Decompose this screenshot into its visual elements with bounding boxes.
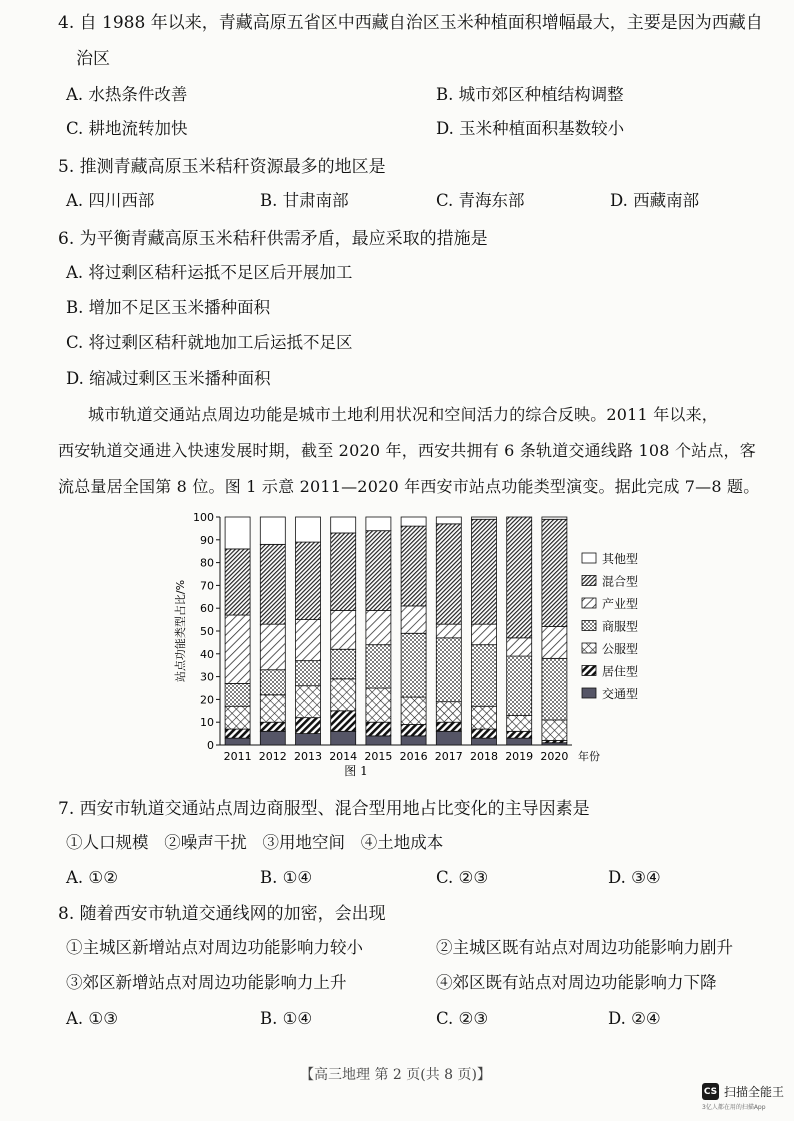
x-axis-label: 年份 xyxy=(578,750,600,763)
bar-segment-其他型 xyxy=(260,517,285,544)
bar-segment-其他型 xyxy=(331,517,356,533)
bar-segment-公服型 xyxy=(507,715,532,731)
legend-swatch-其他型 xyxy=(582,553,596,563)
passage-line3: 流总量居全国第 8 位。图 1 示意 2011—2020 年西安市站点功能类型演变。据此完成 7—8 题。 xyxy=(58,477,760,496)
legend-label-居住型: 居住型 xyxy=(602,664,639,679)
x-tick-label: 2017 xyxy=(434,750,463,763)
bar-segment-交通型 xyxy=(331,731,356,745)
figure-caption: 图 1 xyxy=(344,764,368,778)
q4-stem-line1: 4. 自 1988 年以来，青藏高原五省区中西藏自治区玉米种植面积增幅最大，主要是因为西藏自 xyxy=(58,13,763,33)
bar-segment-公服型 xyxy=(260,695,285,722)
bar-segment-其他型 xyxy=(366,517,391,531)
x-tick-label: 2019 xyxy=(505,750,534,763)
y-tick-label: 20 xyxy=(200,693,214,707)
q8-item-1: ①主城区新增站点对周边功能影响力较小 xyxy=(66,938,363,957)
bar-segment-交通型 xyxy=(507,738,532,745)
legend-swatch-混合型 xyxy=(582,576,596,586)
legend-swatch-公服型 xyxy=(582,643,596,653)
q5-stem: 5. 推测青藏高原玉米秸秆资源最多的地区是 xyxy=(58,157,386,177)
y-tick-label: 80 xyxy=(200,556,214,570)
bar-segment-混合型 xyxy=(436,524,461,624)
q6-option-d: D. 缩减过剩区玉米播种面积 xyxy=(66,369,271,388)
bar-segment-交通型 xyxy=(296,734,321,745)
bar-segment-居住型 xyxy=(401,724,426,735)
x-tick-label: 2016 xyxy=(399,750,428,763)
q8-item-4: ④郊区既有站点对周边功能影响力下降 xyxy=(436,973,717,992)
passage-line2: 西安轨道交通进入快速发展时期，截至 2020 年，西安共拥有 6 条轨道交通线路 108 个站点，客 xyxy=(58,441,756,460)
bar-segment-混合型 xyxy=(401,526,426,606)
legend-swatch-商服型 xyxy=(582,621,596,631)
y-tick-label: 100 xyxy=(193,511,214,524)
stacked-bar-chart xyxy=(160,505,680,780)
bar-segment-产业型 xyxy=(472,624,497,645)
bar-segment-其他型 xyxy=(436,517,461,524)
bar-segment-公服型 xyxy=(436,702,461,723)
bar-segment-居住型 xyxy=(296,718,321,734)
q8-option-c: C. ②③ xyxy=(436,1009,489,1028)
bar-segment-公服型 xyxy=(542,720,567,741)
bar-segment-混合型 xyxy=(472,519,497,624)
bar-segment-混合型 xyxy=(507,517,532,638)
q6-stem: 6. 为平衡青藏高原玉米秸秆供需矛盾，最应采取的措施是 xyxy=(58,229,488,249)
x-tick-label: 2012 xyxy=(258,750,287,763)
bar-segment-公服型 xyxy=(401,697,426,724)
y-tick-label: 90 xyxy=(200,533,214,547)
bar-segment-公服型 xyxy=(225,706,250,729)
bar-segment-交通型 xyxy=(472,738,497,745)
y-tick-label: 60 xyxy=(200,602,214,616)
q8-stem: 8. 随着西安市轨道交通线网的加密，会出现 xyxy=(58,904,386,924)
legend-label-商服型: 商服型 xyxy=(602,619,639,634)
q7-items: ①人口规模 ②噪声干扰 ③用地空间 ④土地成本 xyxy=(66,833,444,852)
y-tick-label: 40 xyxy=(200,647,214,661)
y-tick-label: 50 xyxy=(200,625,214,638)
bar-segment-产业型 xyxy=(436,624,461,638)
bar-segment-其他型 xyxy=(225,517,250,549)
bar-segment-产业型 xyxy=(331,610,356,649)
bar-segment-混合型 xyxy=(260,544,285,624)
q4-option-a: A. 水热条件改善 xyxy=(66,85,188,104)
legend-swatch-产业型 xyxy=(582,598,596,608)
x-tick-label: 2013 xyxy=(294,750,322,763)
q5-option-b: B. 甘肃南部 xyxy=(260,191,349,210)
legend-label-产业型: 产业型 xyxy=(602,597,639,611)
bar-segment-交通型 xyxy=(225,738,250,745)
bar-segment-混合型 xyxy=(296,542,321,620)
bar-segment-其他型 xyxy=(401,517,426,526)
bar-segment-产业型 xyxy=(366,610,391,644)
passage-line1: 城市轨道交通站点周边功能是城市土地利用状况和空间活力的综合反映。2011 年以来， xyxy=(88,405,719,424)
bar-segment-其他型 xyxy=(542,517,567,519)
legend-label-交通型: 交通型 xyxy=(602,687,639,701)
bar-segment-商服型 xyxy=(366,645,391,688)
page-footer: 【高三地理 第 2 页(共 8 页)】 xyxy=(300,1067,491,1083)
legend-swatch-交通型 xyxy=(582,688,596,698)
bar-segment-商服型 xyxy=(401,633,426,697)
q4-option-c: C. 耕地流转加快 xyxy=(66,119,188,138)
q6-option-a: A. 将过剩区秸秆运抵不足区后开展加工 xyxy=(66,263,353,282)
q5-option-a: A. 四川西部 xyxy=(66,191,155,210)
q8-option-a: A. ①③ xyxy=(66,1009,118,1028)
bar-segment-居住型 xyxy=(436,722,461,731)
bar-segment-产业型 xyxy=(260,624,285,670)
camscanner-name: 扫描全能王 xyxy=(724,1085,785,1099)
legend-label-混合型: 混合型 xyxy=(602,574,639,589)
y-axis-label: 站点功能类型占比/% xyxy=(174,579,187,683)
q7-option-c: C. ②③ xyxy=(436,868,489,887)
q7-option-b: B. ①④ xyxy=(260,868,313,887)
q6-option-c: C. 将过剩区秸秆就地加工后运抵不足区 xyxy=(66,333,353,352)
legend-swatch-居住型 xyxy=(582,666,596,676)
q5-option-c: C. 青海东部 xyxy=(436,191,525,210)
q7-option-d: D. ③④ xyxy=(608,868,661,887)
q6-option-b: B. 增加不足区玉米播种面积 xyxy=(66,298,271,317)
camscanner-badge xyxy=(702,1083,784,1100)
bar-segment-产业型 xyxy=(296,620,321,661)
bar-segment-商服型 xyxy=(296,661,321,686)
y-tick-label: 10 xyxy=(200,716,214,730)
q8-option-b: B. ①④ xyxy=(260,1009,313,1028)
q4-option-b: B. 城市郊区种植结构调整 xyxy=(436,85,624,104)
bar-segment-居住型 xyxy=(331,711,356,732)
q8-item-2: ②主城区既有站点对周边功能影响力剧升 xyxy=(436,938,733,957)
y-tick-label: 0 xyxy=(207,739,214,752)
bar-segment-混合型 xyxy=(366,531,391,611)
bar-segment-其他型 xyxy=(472,517,497,519)
bar-segment-混合型 xyxy=(331,533,356,611)
q4-stem-line2: 治区 xyxy=(76,49,110,69)
q8-item-3: ③郊区新增站点对周边功能影响力上升 xyxy=(66,973,347,992)
bar-segment-产业型 xyxy=(507,638,532,656)
q7-option-a: A. ①② xyxy=(66,868,118,887)
bar-segment-产业型 xyxy=(401,606,426,633)
bar-segment-商服型 xyxy=(507,656,532,715)
bar-segment-商服型 xyxy=(472,645,497,707)
bar-segment-居住型 xyxy=(260,722,285,731)
bar-segment-商服型 xyxy=(331,649,356,679)
camscanner-tagline: 3亿人都在用的扫描App xyxy=(702,1104,766,1111)
bar-segment-其他型 xyxy=(296,517,321,542)
x-tick-label: 2014 xyxy=(329,750,358,763)
bar-segment-产业型 xyxy=(542,626,567,658)
bar-segment-混合型 xyxy=(542,519,567,626)
bar-segment-产业型 xyxy=(225,615,250,683)
legend-label-其他型: 其他型 xyxy=(602,552,639,566)
camscanner-logo-icon: CS xyxy=(702,1083,719,1100)
bar-segment-交通型 xyxy=(401,736,426,745)
legend-label-公服型: 公服型 xyxy=(602,642,639,656)
q7-stem: 7. 西安市轨道交通站点周边商服型、混合型用地占比变化的主导因素是 xyxy=(58,799,590,819)
bar-segment-交通型 xyxy=(366,736,391,745)
bar-segment-公服型 xyxy=(296,686,321,718)
bar-segment-交通型 xyxy=(260,731,285,745)
bar-segment-商服型 xyxy=(542,658,567,720)
bar-segment-混合型 xyxy=(225,549,250,615)
x-tick-label: 2011 xyxy=(223,750,252,763)
bar-segment-交通型 xyxy=(436,731,461,745)
bar-segment-商服型 xyxy=(260,670,285,695)
bar-segment-居住型 xyxy=(507,731,532,738)
bar-segment-商服型 xyxy=(436,638,461,702)
y-tick-label: 30 xyxy=(200,670,214,684)
q4-option-d: D. 玉米种植面积基数较小 xyxy=(436,119,625,138)
bar-segment-居住型 xyxy=(225,729,250,738)
bar-segment-居住型 xyxy=(472,729,497,738)
bar-segment-商服型 xyxy=(225,683,250,706)
bar-segment-公服型 xyxy=(331,679,356,711)
bar-segment-居住型 xyxy=(366,722,391,736)
bar-segment-公服型 xyxy=(366,688,391,722)
y-tick-label: 70 xyxy=(200,579,214,593)
x-tick-label: 2015 xyxy=(364,750,393,763)
bar-segment-公服型 xyxy=(472,706,497,729)
q8-option-d: D. ②④ xyxy=(608,1009,661,1028)
x-tick-label: 2018 xyxy=(470,750,498,763)
q5-option-d: D. 西藏南部 xyxy=(610,191,700,210)
x-tick-label: 2020 xyxy=(540,750,569,763)
